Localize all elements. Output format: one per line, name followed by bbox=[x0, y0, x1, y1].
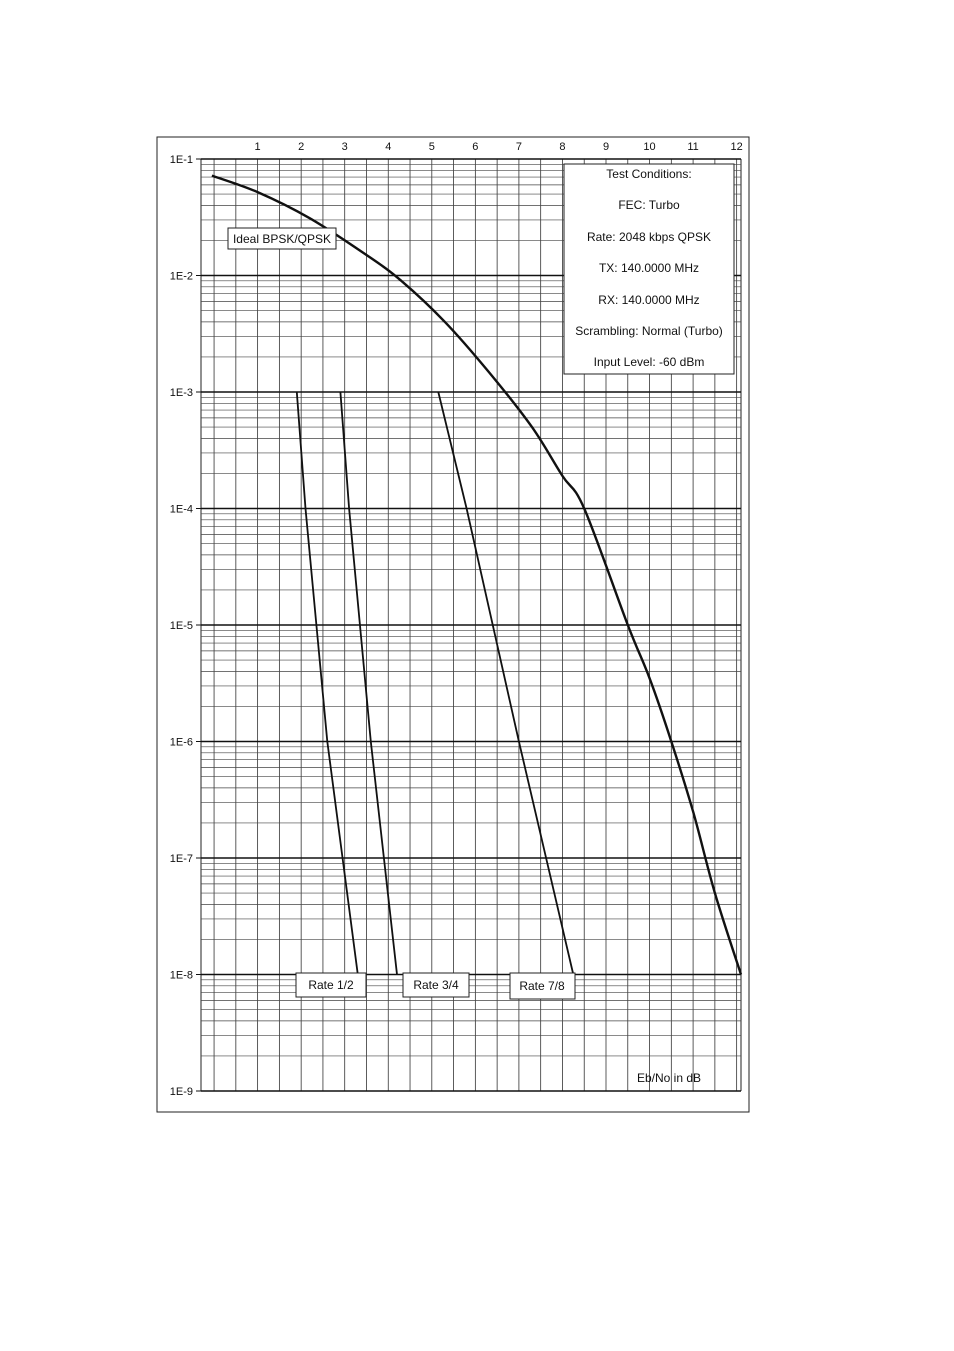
x-tick-label: 11 bbox=[687, 141, 699, 153]
x-tick-label: 6 bbox=[472, 141, 479, 153]
test-conditions-rx: RX: 140.0000 MHz bbox=[598, 293, 700, 307]
y-tick-label: 1E-1 bbox=[169, 154, 193, 166]
label-rate-3-4-text: Rate 3/4 bbox=[413, 978, 459, 992]
x-tick-labels bbox=[255, 141, 743, 153]
label-ideal-bpsk-qpsk-text: Ideal BPSK/QPSK bbox=[232, 232, 332, 246]
test-conditions-title: Test Conditions: bbox=[606, 167, 692, 181]
x-axis-label: Eb/No in dB bbox=[636, 1071, 702, 1085]
x-tick-label: 1 bbox=[254, 141, 261, 153]
y-tick-labels bbox=[170, 154, 201, 1098]
series-line-rate-7-8 bbox=[438, 392, 573, 975]
x-tick-label: 10 bbox=[643, 141, 656, 153]
x-tick-label: 4 bbox=[385, 141, 392, 153]
test-conditions-input-level: Input Level: -60 dBm bbox=[593, 355, 705, 369]
label-rate-7-8-text: Rate 7/8 bbox=[519, 979, 565, 993]
test-conditions-box bbox=[564, 164, 734, 374]
label-rate-3-4 bbox=[403, 973, 469, 997]
label-ideal-bpsk-qpsk bbox=[228, 228, 336, 249]
x-tick-label: 7 bbox=[515, 141, 522, 153]
y-tick-label: 1E-2 bbox=[169, 270, 193, 283]
x-tick-label: 12 bbox=[730, 141, 743, 153]
y-tick-label: 1E-8 bbox=[169, 969, 193, 982]
y-tick-label: 1E-7 bbox=[169, 853, 193, 865]
series-line-rate-1-2 bbox=[297, 392, 358, 975]
x-tick-label: 5 bbox=[428, 141, 435, 153]
x-tick-label: 8 bbox=[559, 141, 566, 153]
test-conditions-tx: TX: 140.0000 MHz bbox=[598, 261, 700, 275]
y-tick-label: 1E-3 bbox=[169, 387, 193, 399]
y-tick-label: 1E-5 bbox=[169, 620, 193, 632]
y-tick-label: 1E-9 bbox=[169, 1086, 193, 1098]
x-tick-label: 3 bbox=[341, 141, 348, 153]
test-conditions-scrambling: Scrambling: Normal (Turbo) bbox=[575, 324, 723, 338]
x-tick-label: 2 bbox=[298, 141, 305, 153]
label-rate-7-8 bbox=[510, 973, 575, 999]
label-rate-1-2 bbox=[296, 973, 366, 997]
x-tick-label: 9 bbox=[602, 141, 610, 153]
y-tick-label: 1E-4 bbox=[169, 503, 193, 516]
test-conditions-rate: Rate: 2048 kbps QPSK bbox=[586, 230, 712, 244]
test-conditions-fec: FEC: Turbo bbox=[618, 198, 680, 212]
y-tick-label: 1E-6 bbox=[169, 736, 193, 749]
label-rate-1-2-text: Rate 1/2 bbox=[308, 978, 354, 992]
